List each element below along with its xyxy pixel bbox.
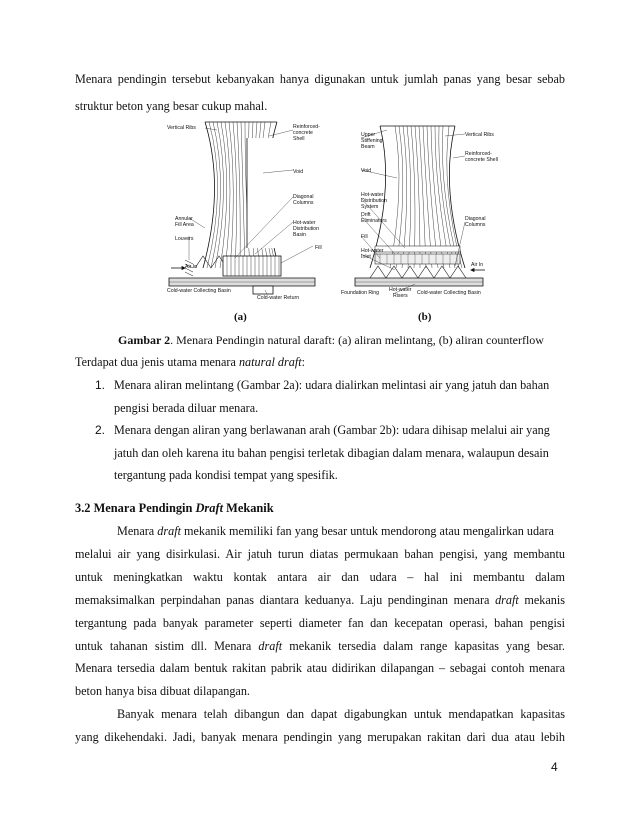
label-a-reinforced: Reinforced- [293, 124, 320, 130]
para1-l4b: mekanis [518, 593, 565, 607]
para1-l4-italic: draft [495, 593, 519, 607]
section-heading-text: 3.2 Menara Pendingin [75, 501, 196, 515]
list-item-1-line-2: pengisi berada diluar menara. [114, 401, 259, 415]
list-item-2-line-3: tergantung pada kondisi tempat yang spesifik. [114, 468, 338, 482]
figure-label-b: (b) [418, 311, 432, 323]
para1-line-4 [75, 593, 565, 608]
caption-label: Gambar 2 [118, 333, 171, 347]
section-heading [75, 501, 274, 516]
section-heading-end: Mekanik [223, 501, 274, 515]
list-intro-italic: natural draft [238, 355, 302, 369]
list-item-1-number: 1. [95, 378, 106, 392]
para1-line-2: melalui air yang disirkulasi. Air jatuh turun diatas permukaan bahan pengisi, yang membantu [75, 547, 565, 561]
figure-label-a: (a) [234, 311, 247, 323]
section-heading-italic: Draft [195, 501, 224, 515]
list-intro-text: Terdapat dua jenis utama menara [75, 355, 239, 369]
label-a-cold-basin: Cold-water Collecting Basin [167, 288, 231, 294]
para1-line-6 [75, 639, 565, 654]
label-b-stiffening: Stiffening [361, 138, 383, 144]
label-b-drift: Drift [361, 212, 371, 218]
label-b-vertical-ribs: Vertical Ribs [465, 132, 494, 138]
para1-line-1 [117, 524, 565, 539]
list-item-2-line-1: Menara dengan aliran yang berlawanan arah (Gambar 2b): udara dihisap melalui air yang [114, 423, 550, 437]
label-b-hotwater-risers2: Risers [393, 293, 408, 299]
label-b-diagonal: Diagonal [465, 216, 486, 222]
label-b-cold-basin: Cold-water Collecting Basin [417, 290, 481, 296]
intro-line-1: Menara pendingin tersebut kebanyakan hanya digunakan untuk jumlah panas yang besar sebab [75, 72, 565, 86]
label-b-beam: Beam [361, 144, 375, 150]
para2-line-1: Banyak menara telah dibangun dan dapat digabungkan untuk mendapatkan kapasitas [117, 707, 565, 721]
para1-l1a: Menara [117, 524, 158, 538]
label-a-concrete: concrete [293, 130, 313, 136]
list-item-2-number: 2. [95, 423, 106, 437]
para1-l1-italic: draft [157, 524, 181, 538]
label-a-fill: Fill [315, 245, 322, 251]
figure-caption [118, 333, 544, 348]
label-a-shell: Shell [293, 136, 305, 142]
label-a-fill-area: Fill Area [175, 222, 194, 228]
para1-l6-italic: draft [258, 639, 283, 653]
label-b-reinforced1: Reinforced- [465, 151, 492, 157]
label-b-hotwater: Hot-water [361, 192, 384, 198]
cooling-tower-figure [165, 118, 505, 306]
para1-line-3: untuk meningkatkan waktu kontak antara air dan udara – hal ini membantu dalam [75, 570, 565, 584]
list-item-1-line-1: Menara aliran melintang (Gambar 2a): udara dialirkan melintasi air yang jatuh dan bahan [114, 378, 550, 392]
label-a-vertical-ribs: Vertical Ribs [167, 125, 196, 131]
label-b-system: System [361, 204, 379, 210]
caption-text: . Menara Pendingin natural daraft: (a) aliran melintang, (b) aliran counterflow [170, 333, 544, 347]
label-a-cold-return: Cold-water Return [257, 295, 300, 301]
label-a-louvers: Louvers [175, 236, 194, 242]
list-intro [75, 355, 565, 370]
label-a-void: Void [293, 169, 304, 175]
label-a-annular: Annular [175, 216, 193, 222]
label-b-reinforced2: concrete Shell [465, 157, 498, 163]
label-b-void: Void [361, 168, 372, 174]
label-b-air-in: Air In [471, 262, 484, 268]
label-b-foundation: Foundation Ring [341, 290, 380, 296]
label-a-air-in: Air In [185, 264, 198, 270]
para1-l1b: mekanik memiliki fan yang besar untuk mendorong atau mengalirkan udara [180, 524, 554, 538]
label-a-diagonal: Diagonal [293, 194, 314, 200]
label-b-upper: Upper [361, 132, 376, 138]
label-b-hotwater-inlet1: Hot-water [361, 248, 384, 254]
para1-line-5: tergantung pada banyak parameter seperti diameter fan dan kecepatan operasi, bahan pengisi [75, 616, 565, 630]
para1-l6b: mekanik tersedia dalam range kapasitas yang besar. [282, 639, 565, 653]
intro-line-2: struktur beton yang besar cukup mahal. [75, 99, 268, 113]
para1-l6a: untuk tahanan sistim dll. Menara [75, 639, 259, 653]
page-number: 4 [551, 760, 558, 774]
para2-line-2: yang dikehendaki. Jadi, banyak menara pendingin yang merupakan rakitan dari dua atau lebih [75, 730, 565, 744]
para1-l4a: memaksimalkan perpindahan panas diantara keduanya. Laju pendinginan menara [75, 593, 496, 607]
list-intro-end: : [301, 355, 305, 369]
label-b-hotwater-risers1: Hot-water [389, 287, 412, 293]
label-b-hotwater-inlet2: Inlet [361, 254, 371, 260]
label-b-columns: Columns [465, 222, 486, 228]
label-a-hotwater: Hot-water [293, 220, 316, 226]
label-b-eliminators: Eliminators [361, 218, 387, 224]
label-a-distribution: Distribution [293, 226, 319, 232]
label-a-basin: Basin [293, 232, 306, 238]
list-item-2-line-2: jatuh dan oleh karena itu bahan pengisi terletak dibagian dalam menara, walaupun desain [114, 446, 549, 460]
para1-line-8: beton hanya bisa dibuat dilapangan. [75, 684, 250, 698]
label-a-columns: Columns [293, 200, 314, 206]
label-b-distribution: Distribution [361, 198, 387, 204]
label-b-fill: Fill [361, 234, 368, 240]
para1-line-7: Menara tersedia dalam bentuk rakitan pabrik atau didirikan dilapangan – sebagai contoh menara [75, 661, 565, 675]
